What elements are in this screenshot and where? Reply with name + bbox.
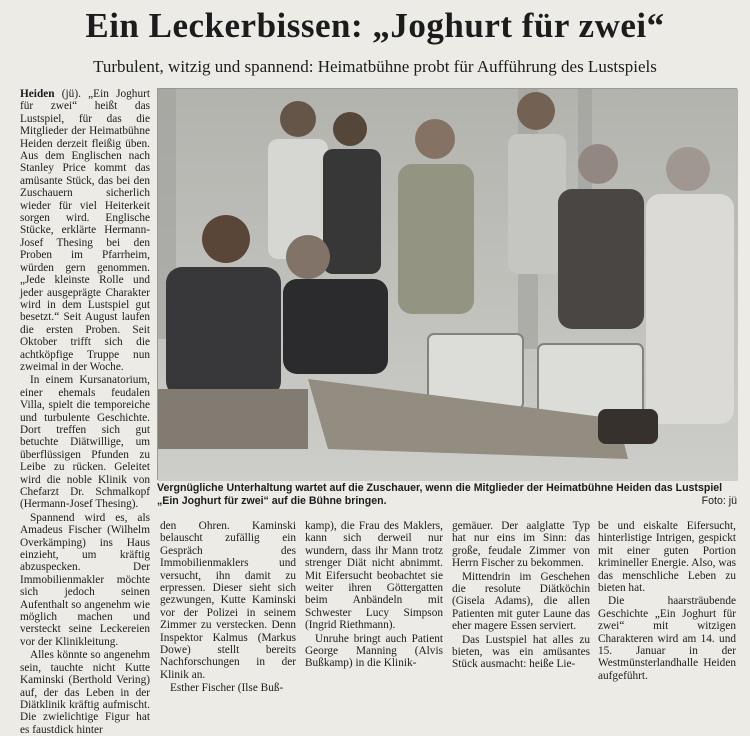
column-4: [452, 520, 590, 670]
article-photo: [157, 88, 737, 480]
paragraph: gemäuer. Der aalglatte Typ hat nur eins im Sinn: das große, feudale Zimmer von Herrn Fischer zu bekommen.: [452, 520, 590, 570]
headline: Ein Leckerbissen: „Joghurt für zwei“: [85, 6, 665, 45]
photo-illustration: [158, 89, 738, 481]
column-2: [160, 520, 296, 695]
paragraph: Heiden (jü). „Ein Joghurt für zwei“ heißt das Lustspiel, für das die Mitglieder der Heimatbühne Heiden derzeit fleißig üben. Aus dem Englischen nach Stanley Price kommt das amüsante Stück, das bei den Zuschauern sicherlich wieder für viel Heiterkeit sorgen wird. Englische Stücke, erklärte Hermann-Josef Thesing bei den Proben im Pfarrheim, würden gern genommen. „Jede kleinste Rolle und jeder ausgeprägte Charakter wird in dem Lustspiel gut besetzt.“ Seit August laufen die ersten Proben. Seit Oktober trifft sich die achtköpfige Truppe nun zweimal in der Woche.: [20, 88, 150, 373]
paragraph: kamp), die Frau des Maklers, kann sich derweil nur wundern, dass ihr Mann trotz strenger Diät nicht abnimmt. Mit Eifersucht beobachtet sie weiter ihren Göttergatten beim Anbändeln mit Schwester Lucy Simpson (Ingrid Riethmann).: [305, 520, 443, 632]
caption-text: Vergnügliche Unterhaltung wartet auf die Zuschauer, wenn die Mitglieder der Heimatbühne Heiden das Lustspiel „Ein Joghurt für zwei“ auf die Bühne bringen.: [157, 482, 723, 507]
paragraph: In einem Kursanatorium, einer ehemals feudalen Villa, spielt die temporeiche und turbulente Geschichte. Dort treffen sich gut betuchte Diätwillige, um überflüssigen Pfunden zu Leibe zu rücken. Geleitet wird die noble Klinik von Chefarzt Dr. Schmalkopf (Hermann-Josef Thesing).: [20, 374, 150, 511]
column-1: [20, 88, 150, 736]
paragraph: Spannend wird es, als Amadeus Fischer (Wilhelm Overkämping) ins Haus einzieht, um kräftig abzuspecken. Der Immobilienmakler möchte sich jedoch seinen Aufenthalt so angenehm wie möglich machen und versteckt seine Leckereien vor der Klinikleitung.: [20, 511, 150, 648]
paragraph: Unruhe bringt auch Patient George Manning (Alvis Bußkamp) in die Klinik-: [305, 632, 443, 670]
paragraph: Mittendrin im Geschehen die resolute Diätköchin (Gisela Adams), die allen Patienten mit guter Laune das eher magere Essen serviert.: [452, 570, 590, 633]
paragraph: Alles könnte so angenehm sein, tauchte nicht Kutte Kaminski (Berthold Vering) auf, der das Leben in der Diätklinik kräftig aufmischt. Die zwielichtige Figur hat es faustdick hinter: [20, 649, 150, 736]
column-3: [305, 520, 443, 670]
paragraph: Die haarsträubende Geschichte „Ein Joghurt für zwei“ mit witzigen Charakteren wird am 14. und 15. Januar in der Westmünsterlandhalle Heiden aufgeführt.: [598, 595, 736, 682]
photo-credit: Foto: jü: [701, 495, 737, 507]
photo-caption: [157, 482, 737, 508]
paragraph: Das Lustspiel hat alles zu bieten, was ein amüsantes Stück ausmacht: heiße Lie-: [452, 633, 590, 671]
paragraph: Esther Fischer (Ilse Buß-: [170, 682, 284, 695]
subheadline: Turbulent, witzig und spannend: Heimatbühne probt für Aufführung des Lustspiels: [93, 57, 657, 76]
paragraph: be und eiskalte Eifersucht, hinterlistige Intrigen, gespickt mit einer guten Portion krimineller Energie. Also, was das menschliche Leben zu bieten hat.: [598, 520, 736, 595]
paragraph: den Ohren. Kaminski belauscht zufällig ein Gespräch des Immobilienmaklers und versucht, ihn damit zu erpressen. Dieser sieht sich gezwungen, Kutte Kaminski vor der Polizei in seinem Zimmer zu verstecken. Denn Inspektor Kalmus (Markus Dowe) stellt bereits Nachforschungen in der Klinik an.: [160, 520, 296, 681]
column-5: [598, 520, 736, 682]
dateline: Heiden: [20, 88, 55, 100]
